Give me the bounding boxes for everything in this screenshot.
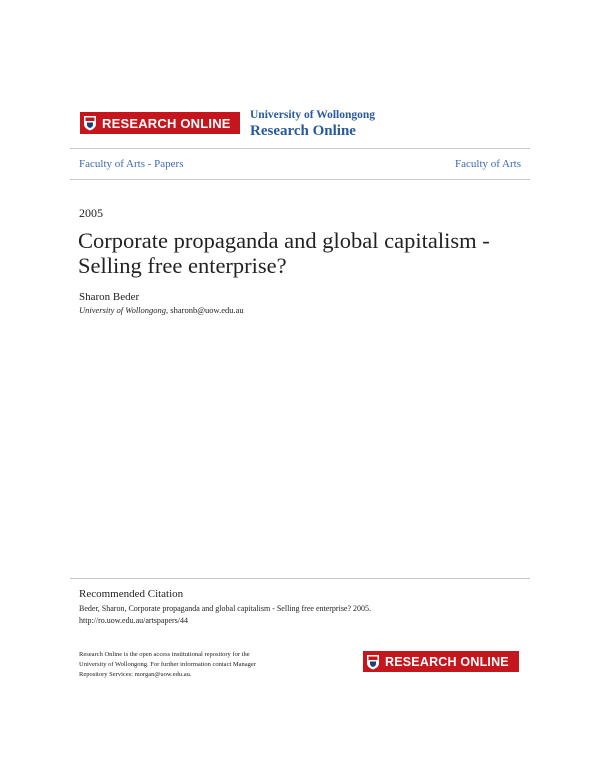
university-crest-icon [83,115,97,131]
university-name[interactable]: University of Wollongong [250,109,376,121]
divider-citation [70,578,530,579]
citation-text [79,603,519,626]
citation-url[interactable]: http://ro.uow.edu.au/artspapers/44 [79,615,189,625]
affiliation-institution: University of Wollongong [79,305,167,315]
paper-title: Corporate propaganda and global capitalism - Selling free enterprise? [78,228,490,278]
logo-text: RESEARCH ONLINE [385,654,509,669]
logo-text: RESEARCH ONLINE [102,115,231,131]
recommended-citation-heading: Recommended Citation [79,588,184,600]
notice-line: University of Wollongong. For further information contact Manager [79,661,256,668]
divider-nav [70,179,530,180]
university-heading[interactable] [250,110,375,139]
author-affiliation: University of Wollongong, sharonb@uow.edu.au [79,305,244,315]
citation-line: Beder, Sharon, Corporate propaganda and global capitalism - Selling free enterprise? 2005. [79,604,372,613]
research-online-logo[interactable] [80,112,240,134]
repository-name[interactable]: Research Online [250,122,356,139]
notice-line: Repository Services: morgan@uow.edu.au. [79,671,192,678]
faculty-arts-link[interactable]: Faculty of Arts [455,158,521,170]
author-name: Sharon Beder [79,291,140,303]
repository-notice [79,650,329,680]
faculty-arts-papers-link[interactable]: Faculty of Arts - Papers [79,158,184,170]
footer-research-online-logo[interactable] [363,651,519,672]
affiliation-email[interactable]: sharonb@uow.edu.au [170,305,244,315]
publication-year: 2005 [79,206,103,220]
university-crest-icon [366,654,380,670]
notice-line: Research Online is the open access institutional repository for the [79,651,250,658]
divider-top [70,148,530,149]
